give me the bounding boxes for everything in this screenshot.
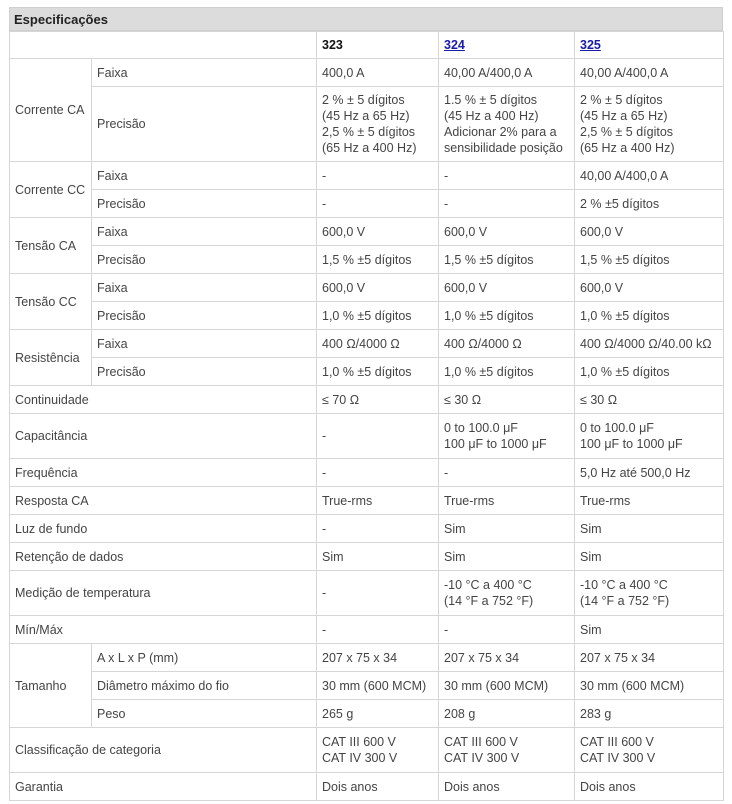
cell <box>575 571 724 616</box>
row-label: Medição de temperatura <box>10 571 317 616</box>
cell: 30 mm (600 MCM) <box>439 672 575 700</box>
cell-line: (65 Hz a 400 Hz) <box>322 141 417 155</box>
cell: - <box>439 459 575 487</box>
row-label: Capacitância <box>10 414 317 459</box>
cell: ≤ 30 Ω <box>575 386 724 414</box>
table-row <box>10 543 724 571</box>
cell: 1,0 % ±5 dígitos <box>317 358 439 386</box>
table-row <box>10 330 724 358</box>
sub-label: Precisão <box>92 87 317 162</box>
sub-label: Precisão <box>92 358 317 386</box>
sub-label: Faixa <box>92 59 317 87</box>
cell-line: 1.5 % ± 5 dígitos <box>444 93 538 107</box>
specs-container <box>9 7 723 801</box>
cell <box>317 87 439 162</box>
table-row <box>10 616 724 644</box>
table-row <box>10 302 724 330</box>
cell-line: CAT IV 300 V <box>444 751 520 765</box>
cell-line: (45 Hz a 400 Hz) <box>444 109 539 123</box>
cell: 208 g <box>439 700 575 728</box>
group-label: Tamanho <box>10 644 92 728</box>
cell: - <box>317 616 439 644</box>
cell: 40,00 A/400,0 A <box>575 162 724 190</box>
cell: - <box>317 515 439 543</box>
cell: Dois anos <box>575 773 724 801</box>
cell: 207 x 75 x 34 <box>575 644 724 672</box>
sub-label: Faixa <box>92 330 317 358</box>
cell: 400 Ω/4000 Ω <box>317 330 439 358</box>
cell: 400,0 A <box>317 59 439 87</box>
cell-line: 2 % ± 5 dígitos <box>322 93 405 107</box>
table-row <box>10 414 724 459</box>
sub-label: Diâmetro máximo do fio <box>92 672 317 700</box>
cell-line: sensibilidade posição <box>444 141 563 155</box>
cell: True-rms <box>439 487 575 515</box>
table-row <box>10 274 724 302</box>
table-row <box>10 644 724 672</box>
cell-line: 2 % ± 5 dígitos <box>580 93 663 107</box>
table-row <box>10 700 724 728</box>
cell-line: CAT IV 300 V <box>322 751 398 765</box>
cell-line: 2,5 % ± 5 dígitos <box>580 125 674 139</box>
specs-table <box>9 31 724 801</box>
row-label: Resposta CA <box>10 487 317 515</box>
table-row <box>10 459 724 487</box>
table-row <box>10 87 724 162</box>
model-325-link[interactable]: 325 <box>580 38 601 52</box>
table-row <box>10 773 724 801</box>
sub-label: Precisão <box>92 246 317 274</box>
sub-label: A x L x P (mm) <box>92 644 317 672</box>
cell-line: (45 Hz a 65 Hz) <box>580 109 668 123</box>
group-label: Corrente CC <box>10 162 92 218</box>
table-row <box>10 487 724 515</box>
cell: Dois anos <box>317 773 439 801</box>
table-row <box>10 246 724 274</box>
col-325[interactable] <box>575 32 724 59</box>
cell-line: (14 °F a 752 °F) <box>444 594 534 608</box>
cell <box>317 728 439 773</box>
cell-line: 100 μF to 1000 μF <box>580 437 683 451</box>
cell: 283 g <box>575 700 724 728</box>
cell: 600,0 V <box>317 274 439 302</box>
cell: 30 mm (600 MCM) <box>575 672 724 700</box>
cell: Sim <box>439 543 575 571</box>
cell <box>439 571 575 616</box>
cell: 600,0 V <box>439 274 575 302</box>
cell: 1,0 % ±5 dígitos <box>439 302 575 330</box>
group-label: Tensão CA <box>10 218 92 274</box>
table-row <box>10 571 724 616</box>
group-label: Corrente CA <box>10 59 92 162</box>
cell-line: (65 Hz a 400 Hz) <box>580 141 675 155</box>
cell: 2 % ±5 dígitos <box>575 190 724 218</box>
cell-line: (14 °F a 752 °F) <box>580 594 670 608</box>
cell-line: 100 μF to 1000 μF <box>444 437 547 451</box>
cell: ≤ 30 Ω <box>439 386 575 414</box>
cell <box>317 414 439 459</box>
cell <box>575 728 724 773</box>
cell-line: (45 Hz a 65 Hz) <box>322 109 410 123</box>
cell: - <box>317 162 439 190</box>
cell-line: - <box>322 429 327 443</box>
cell-line: 0 to 100.0 μF <box>580 421 654 435</box>
cell: Sim <box>575 515 724 543</box>
row-label: Retenção de dados <box>10 543 317 571</box>
table-row <box>10 386 724 414</box>
cell-line: CAT IV 300 V <box>580 751 656 765</box>
col-323: 323 <box>317 32 439 59</box>
cell: 40,00 A/400,0 A <box>439 59 575 87</box>
cell: 1,5 % ±5 dígitos <box>575 246 724 274</box>
cell: 600,0 V <box>575 274 724 302</box>
cell: 1,5 % ±5 dígitos <box>439 246 575 274</box>
cell: Dois anos <box>439 773 575 801</box>
table-row <box>10 515 724 543</box>
cell: 600,0 V <box>439 218 575 246</box>
header-row <box>10 32 724 59</box>
cell: 5,0 Hz até 500,0 Hz <box>575 459 724 487</box>
cell: - <box>317 190 439 218</box>
cell: True-rms <box>575 487 724 515</box>
cell <box>439 728 575 773</box>
group-label: Resistência <box>10 330 92 386</box>
cell-line: CAT III 600 V <box>444 735 518 749</box>
cell: - <box>317 459 439 487</box>
cell: 1,0 % ±5 dígitos <box>439 358 575 386</box>
cell: 1,5 % ±5 dígitos <box>317 246 439 274</box>
cell: - <box>439 190 575 218</box>
cell: 30 mm (600 MCM) <box>317 672 439 700</box>
cell <box>317 571 439 616</box>
cell-line: Adicionar 2% para a <box>444 125 557 139</box>
cell-line: CAT III 600 V <box>580 735 654 749</box>
cell-line: -10 °C a 400 °C <box>444 578 532 592</box>
cell-line: -10 °C a 400 °C <box>580 578 668 592</box>
group-label: Tensão CC <box>10 274 92 330</box>
cell: 400 Ω/4000 Ω <box>439 330 575 358</box>
cell: 1,0 % ±5 dígitos <box>317 302 439 330</box>
cell: - <box>439 162 575 190</box>
row-label: Mín/Máx <box>10 616 317 644</box>
table-row <box>10 190 724 218</box>
cell: Sim <box>439 515 575 543</box>
cell: - <box>439 616 575 644</box>
cell: 207 x 75 x 34 <box>439 644 575 672</box>
row-label: Continuidade <box>10 386 317 414</box>
sub-label: Peso <box>92 700 317 728</box>
cell-line: 0 to 100.0 μF <box>444 421 518 435</box>
cell: True-rms <box>317 487 439 515</box>
cell <box>575 414 724 459</box>
specs-title: Especificações <box>9 7 723 31</box>
table-row <box>10 218 724 246</box>
row-label: Classificação de categoria <box>10 728 317 773</box>
table-row <box>10 672 724 700</box>
cell-line: CAT III 600 V <box>322 735 396 749</box>
cell-line: - <box>322 586 327 600</box>
cell: 400 Ω/4000 Ω/40.00 kΩ <box>575 330 724 358</box>
row-label: Garantia <box>10 773 317 801</box>
col-324[interactable] <box>439 32 575 59</box>
cell: Sim <box>575 543 724 571</box>
table-row <box>10 358 724 386</box>
model-324-link[interactable]: 324 <box>444 38 465 52</box>
cell: 1,0 % ±5 dígitos <box>575 302 724 330</box>
cell: Sim <box>575 616 724 644</box>
cell <box>439 87 575 162</box>
sub-label: Faixa <box>92 274 317 302</box>
cell: 207 x 75 x 34 <box>317 644 439 672</box>
cell-line: 2,5 % ± 5 dígitos <box>322 125 416 139</box>
cell: 40,00 A/400,0 A <box>575 59 724 87</box>
table-row <box>10 59 724 87</box>
sub-label: Faixa <box>92 218 317 246</box>
row-label: Frequência <box>10 459 317 487</box>
table-row <box>10 728 724 773</box>
cell <box>575 87 724 162</box>
table-row <box>10 162 724 190</box>
sub-label: Precisão <box>92 190 317 218</box>
cell: 1,0 % ±5 dígitos <box>575 358 724 386</box>
header-blank <box>10 32 317 59</box>
cell: 600,0 V <box>575 218 724 246</box>
cell: 265 g <box>317 700 439 728</box>
cell <box>439 414 575 459</box>
sub-label: Faixa <box>92 162 317 190</box>
row-label: Luz de fundo <box>10 515 317 543</box>
cell: ≤ 70 Ω <box>317 386 439 414</box>
cell: Sim <box>317 543 439 571</box>
cell: 600,0 V <box>317 218 439 246</box>
sub-label: Precisão <box>92 302 317 330</box>
